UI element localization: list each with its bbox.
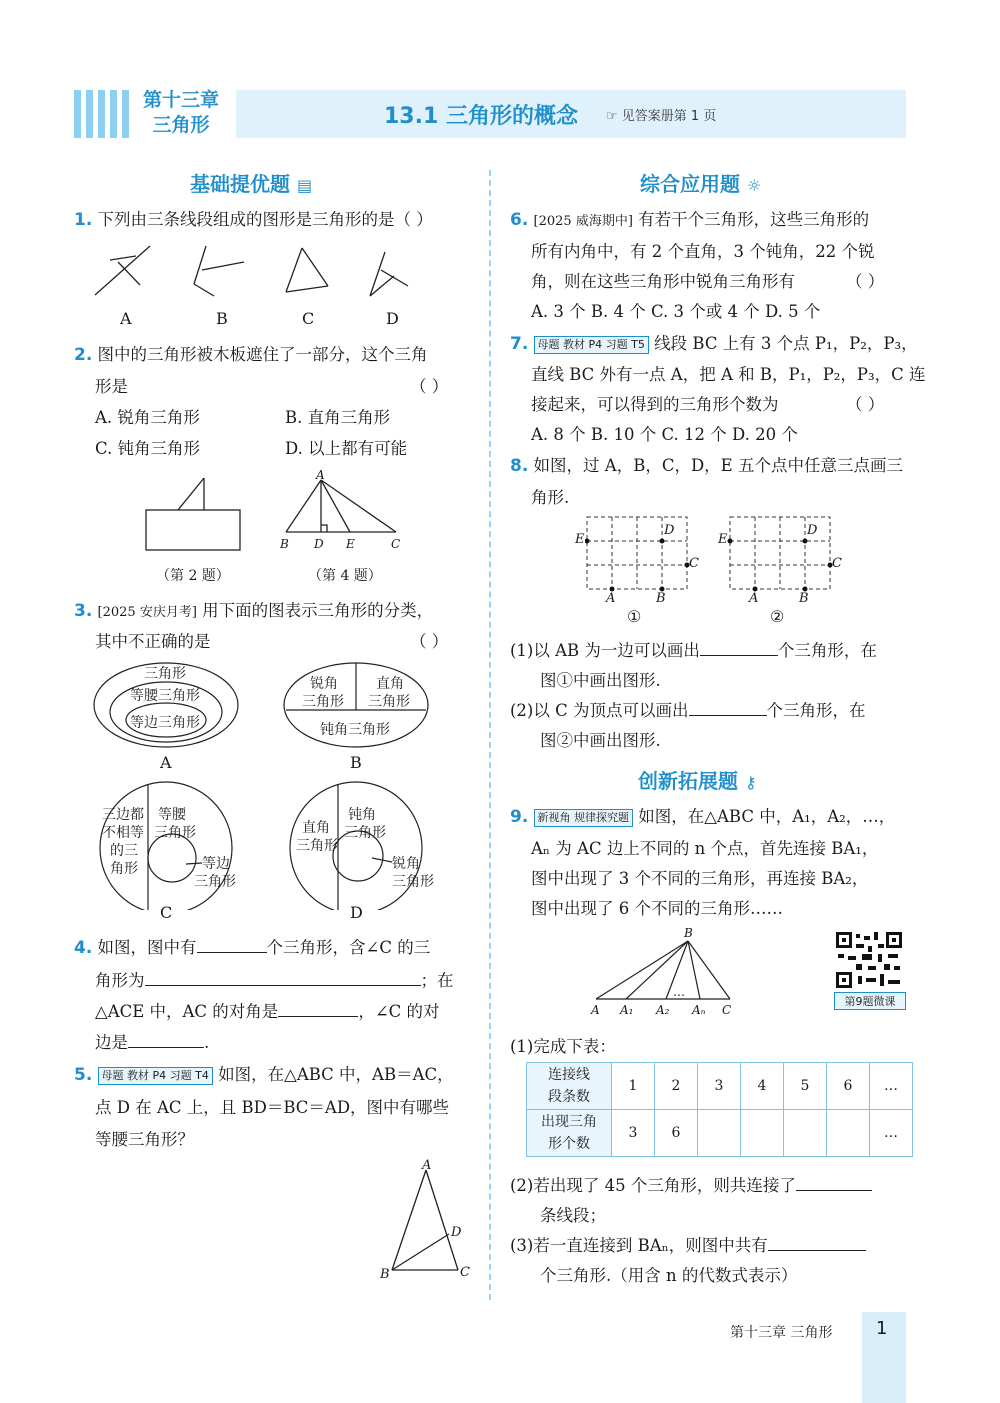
q3-number: 3.: [74, 601, 93, 621]
table-cell-blank[interactable]: [827, 1110, 870, 1157]
q9-line2: Aₙ 为 AC 边上不同的 n 个点，首先连接 BA₁，: [531, 839, 879, 858]
table-cell: 6: [827, 1063, 870, 1110]
book-search-icon: ▤: [296, 176, 313, 195]
q7-line2: 直线 BC 外有一点 A，把 A 和 B，P₁，P₂，P₃，C 连: [531, 365, 926, 384]
q8-s1b: 个三角形，在: [777, 641, 877, 660]
q3b-s1b: 三角形: [302, 694, 344, 710]
q2-line2: 形是: [95, 377, 128, 396]
table-cell-blank[interactable]: [741, 1110, 784, 1157]
q5-line3: 等腰三角形？: [95, 1130, 194, 1149]
q9-blank-2[interactable]: [796, 1176, 872, 1191]
q4-line3: [95, 998, 440, 1022]
table-cell: 3: [612, 1110, 655, 1157]
q8-fig2-label-d: D: [807, 523, 818, 538]
q1-option-a: A: [120, 309, 132, 328]
q8-line2: 角形.: [531, 488, 570, 507]
q3c-r1: 等腰: [158, 807, 186, 823]
table-cell: 4: [741, 1063, 784, 1110]
table-row: [527, 1063, 913, 1110]
q4-blank-opposite-angle[interactable]: [278, 1002, 358, 1017]
q4-blank-triangles[interactable]: [145, 971, 421, 986]
q3c-left-text: [102, 806, 144, 878]
table-cell: 6: [655, 1110, 698, 1157]
chapter-label: [135, 88, 227, 138]
q9-s2b: 条线段；: [540, 1206, 606, 1225]
section-basic-label: 基础提优题: [190, 172, 290, 196]
footer-chapter: 第十三章 三角形: [730, 1325, 833, 1341]
q8-sub2: [510, 697, 866, 721]
q4-label-e: E: [346, 537, 355, 551]
q5-label-d: D: [451, 1225, 462, 1240]
q7-answer-paren: （ ）: [846, 395, 885, 414]
q4-caption: （第 4 题）: [308, 568, 382, 584]
q3b-s1: 锐角: [310, 676, 338, 692]
question-4: [74, 934, 430, 958]
q2-option-d: D. 以上都有可能: [285, 439, 408, 458]
q9-row2-head-line2: 形个数: [548, 1136, 590, 1152]
q5-source-tag: 母题 教材 P4 习题 T4: [98, 1067, 213, 1085]
q3-line1: 用下面的图表示三角形的分类，: [202, 601, 434, 620]
q8-s1c: 图①中画出图形.: [540, 671, 661, 690]
q3-option-c: C: [160, 903, 173, 922]
q4-p8: .: [204, 1033, 210, 1052]
q3a-inner-label: 等边三角形: [130, 715, 200, 731]
q3c-right-text: [154, 806, 196, 842]
qr-caption[interactable]: 第9题微课: [834, 992, 906, 1010]
q4-p6: ，∠C 的对: [358, 1002, 440, 1021]
q3-option-b: B: [350, 753, 362, 772]
q9-source-tag: 新视角 规律探究题: [534, 809, 634, 827]
q2-option-c: C. 钝角三角形: [95, 439, 201, 458]
section-basic: [190, 168, 312, 197]
q3c-l3: 的三: [110, 843, 138, 859]
q9-label-b: B: [684, 926, 693, 940]
table-cell-blank[interactable]: [784, 1110, 827, 1157]
section-innovation-label: 创新拓展题: [638, 769, 738, 793]
q3c-r2: 三角形: [154, 825, 196, 841]
q2-number: 2.: [74, 345, 93, 365]
q4-label-d: D: [314, 537, 324, 551]
q6-line2: 所有内角中，有 2 个直角，3 个钝角，22 个锐: [531, 242, 875, 261]
table-cell: 3: [698, 1063, 741, 1110]
q9-s3a: (3)若一直连接到 BAₙ，则图中共有: [510, 1236, 768, 1255]
answer-reference: ☞ 见答案册第 1 页: [606, 109, 717, 124]
header-stripe: [110, 90, 117, 138]
q9-figure: [590, 935, 740, 1005]
q3-source-tag: [2025 安庆月考]: [97, 605, 197, 620]
q6-number: 6.: [510, 210, 529, 230]
header-stripe: [74, 90, 81, 138]
q8-s1a: (1)以 AB 为一边可以画出: [510, 641, 700, 660]
q3-option-a: A: [160, 753, 172, 772]
q3c-l1: 三边都: [102, 807, 144, 823]
q3b-s3: 钝角三角形: [320, 722, 390, 738]
q3d-center-text: [392, 855, 434, 891]
q9-line1: 如图，在△ABC 中，A₁，A₂，…，: [638, 807, 896, 826]
q6-source-tag: [2025 威海期中]: [533, 214, 633, 229]
q3d-r2: 三角形: [344, 825, 386, 841]
q9-label-a: A: [591, 1003, 600, 1017]
q2-line1: 图中的三角形被木板遮住了一部分，这个三角: [97, 345, 428, 364]
q4-p5: △ACE 中，AC 的对角是: [95, 1002, 279, 1021]
q9-label-a1: A₁: [620, 1003, 634, 1017]
q5-label-a: A: [422, 1158, 432, 1173]
q5-number: 5.: [74, 1065, 93, 1085]
q8-fig1-label-a: A: [606, 591, 616, 606]
title-bar: [236, 90, 906, 138]
q8-blank-2[interactable]: [689, 701, 767, 716]
table-row-header: [527, 1110, 612, 1157]
q9-row1-head-line2: 段条数: [548, 1089, 590, 1105]
q1-number: 1.: [74, 210, 93, 230]
q9-label-ellipsis: …: [673, 985, 685, 999]
q8-s2a: (2)以 C 为顶点可以画出: [510, 701, 689, 720]
q2-q4-figures: [140, 472, 410, 557]
q4-blank-count[interactable]: [197, 938, 267, 953]
q5-line1: 如图，在△ABC 中，AB＝AC，: [218, 1065, 454, 1084]
table-cell: 1: [612, 1063, 655, 1110]
q8-fig1-label-d: D: [664, 523, 675, 538]
q9-label-an: Aₙ: [692, 1003, 706, 1017]
column-divider: [489, 170, 491, 1300]
q3c-l4: 角形: [110, 861, 138, 877]
q8-number: 8.: [510, 456, 529, 476]
q3-option-d: D: [350, 903, 363, 922]
q3b-s2: 直角: [376, 676, 404, 692]
q1-option-b: B: [216, 309, 228, 328]
q8-line1: 如图，过 A，B，C，D，E 五个点中任意三点画三: [533, 456, 903, 475]
section-innovation: [638, 765, 757, 794]
chapter-title: 三角形: [152, 114, 210, 136]
q9-line4: 图中出现了 6 个不同的三角形……: [531, 899, 783, 918]
question-8: [510, 452, 903, 476]
q2-caption: （第 2 题）: [156, 568, 230, 584]
q7-line1: 线段 BC 上有 3 个点 P₁，P₂，P₃，: [654, 334, 918, 353]
q3-answer-paren: （ ）: [410, 632, 449, 651]
q4-line2: [95, 967, 454, 991]
q3d-c2: 三角形: [392, 874, 434, 890]
q3c-c1: 等边: [202, 856, 230, 872]
q1-option-d: D: [386, 309, 399, 328]
question-6: [510, 206, 869, 230]
q8-sub1: [510, 637, 877, 661]
q5-label-b: B: [380, 1267, 390, 1282]
q8-fig1-label-b: B: [656, 591, 666, 606]
q8-fig1-caption: ①: [627, 607, 642, 626]
q3d-c1: 锐角: [392, 856, 420, 872]
q9-sub1: (1)完成下表：: [510, 1037, 616, 1056]
q9-blank-3[interactable]: [768, 1236, 866, 1251]
q4-p4: ；在: [420, 971, 454, 990]
question-9: [510, 803, 895, 827]
q3-line2: 其中不正确的是: [95, 632, 211, 651]
table-cell: …: [870, 1063, 913, 1110]
q9-line3: 图中出现了 3 个不同的三角形，再连接 BA₂，: [531, 869, 869, 888]
chapter-number: 第十三章: [142, 89, 219, 111]
table-cell: 2: [655, 1063, 698, 1110]
q7-line3: 接起来，可以得到的三角形个数为: [531, 395, 779, 414]
q8-blank-1[interactable]: [700, 641, 778, 656]
q9-s2a: (2)若出现了 45 个三角形，则共连接了: [510, 1176, 796, 1195]
q8-s2b: 个三角形，在: [766, 701, 866, 720]
q8-fig2-label-b: B: [799, 591, 809, 606]
q5-label-c: C: [460, 1265, 470, 1280]
q5-line2: 点 D 在 AC 上，且 BD＝BC＝AD，图中有哪些: [95, 1098, 450, 1117]
q6-answer-paren: （ ）: [846, 272, 885, 291]
question-5: [74, 1061, 454, 1085]
q9-label-a2: A₂: [656, 1003, 670, 1017]
section-applied-label: 综合应用题: [640, 172, 740, 196]
header-stripe: [98, 90, 105, 138]
header-stripe: [122, 90, 129, 138]
q3c-c2: 三角形: [194, 874, 236, 890]
qr-code-icon[interactable]: [834, 930, 904, 990]
q8-fig2-label-e: E: [718, 532, 728, 547]
q6-line1: 有若干个三角形，这些三角形的: [638, 210, 870, 229]
page-number: 1: [876, 1318, 888, 1339]
q8-fig1-label-e: E: [575, 532, 585, 547]
q3a-outer-label: 三角形: [144, 666, 186, 682]
section-title: 13.1 三角形的概念: [384, 104, 578, 129]
q7-number: 7.: [510, 334, 529, 354]
q1-figures: [88, 240, 428, 310]
question-3: [74, 597, 433, 621]
q3d-l2: 三角形: [296, 838, 338, 854]
q4-p3: 角形为: [95, 971, 145, 990]
q7-options: A. 8 个 B. 10 个 C. 12 个 D. 20 个: [531, 425, 798, 444]
q1-text: 下列由三条线段组成的图形是三角形的是（ ）: [97, 210, 433, 229]
q3d-right-text: [344, 806, 386, 842]
q6-line3: 角，则在这些三角形中锐角三角形有: [531, 272, 795, 291]
q9-table: [526, 1062, 913, 1157]
q2-option-b: B. 直角三角形: [285, 408, 391, 427]
q8-fig2-caption: ②: [770, 607, 785, 626]
q2-answer-paren: （ ）: [410, 377, 449, 396]
q1-option-c: C: [302, 309, 315, 328]
q3d-left-text: [296, 819, 338, 855]
q7-source-tag: 母题 教材 P4 习题 T5: [534, 336, 649, 354]
q8-fig2-label-a: A: [749, 591, 759, 606]
q9-label-c: C: [722, 1003, 732, 1017]
table-cell: …: [870, 1110, 913, 1157]
q8-fig1-label-c: C: [689, 556, 699, 571]
q4-label-c: C: [391, 537, 401, 551]
q4-label-a: A: [316, 468, 325, 482]
q3c-center-text: [194, 855, 236, 891]
q8-s2c: 图②中画出图形.: [540, 731, 661, 750]
section-applied: [640, 168, 761, 197]
q4-line4: [95, 1029, 209, 1053]
key-icon: ⚷: [744, 773, 757, 792]
q3d-r1: 钝角: [348, 807, 376, 823]
q3b-s2b: 三角形: [368, 694, 410, 710]
q4-p2: 个三角形，含∠C 的三: [266, 938, 431, 957]
table-cell: 5: [784, 1063, 827, 1110]
question-7: [510, 330, 918, 354]
table-row: [527, 1110, 913, 1157]
q4-blank-opposite-side[interactable]: [128, 1033, 204, 1048]
q3c-l2: 不相等: [102, 825, 144, 841]
q9-sub2: [510, 1172, 872, 1196]
q8-fig2-label-c: C: [832, 556, 842, 571]
table-row-header: [527, 1063, 612, 1110]
q6-options: A. 3 个 B. 4 个 C. 3 个或 4 个 D. 5 个: [531, 302, 821, 321]
table-cell-blank[interactable]: [698, 1110, 741, 1157]
q4-number: 4.: [74, 938, 93, 958]
q4-label-b: B: [280, 537, 289, 551]
q3a-mid-label: 等腰三角形: [130, 688, 200, 704]
q9-row1-head-line1: 连接线: [548, 1067, 590, 1083]
q3d-l1: 直角: [302, 820, 330, 836]
question-2: [74, 341, 428, 365]
question-1: [74, 206, 433, 230]
q2-option-a: A. 锐角三角形: [95, 408, 200, 427]
q9-sub3: [510, 1232, 866, 1256]
q9-s3b: 个三角形.（用含 n 的代数式表示）: [540, 1266, 798, 1285]
q9-number: 9.: [510, 807, 529, 827]
header-stripe: [86, 90, 93, 138]
q9-row2-head-line1: 出现三角: [541, 1114, 597, 1130]
lightbulb-icon: ☼: [746, 176, 762, 195]
q4-p1: 如图，图中有: [97, 938, 197, 957]
q5-figure: [380, 1160, 470, 1280]
q4-p7: 边是: [95, 1033, 128, 1052]
